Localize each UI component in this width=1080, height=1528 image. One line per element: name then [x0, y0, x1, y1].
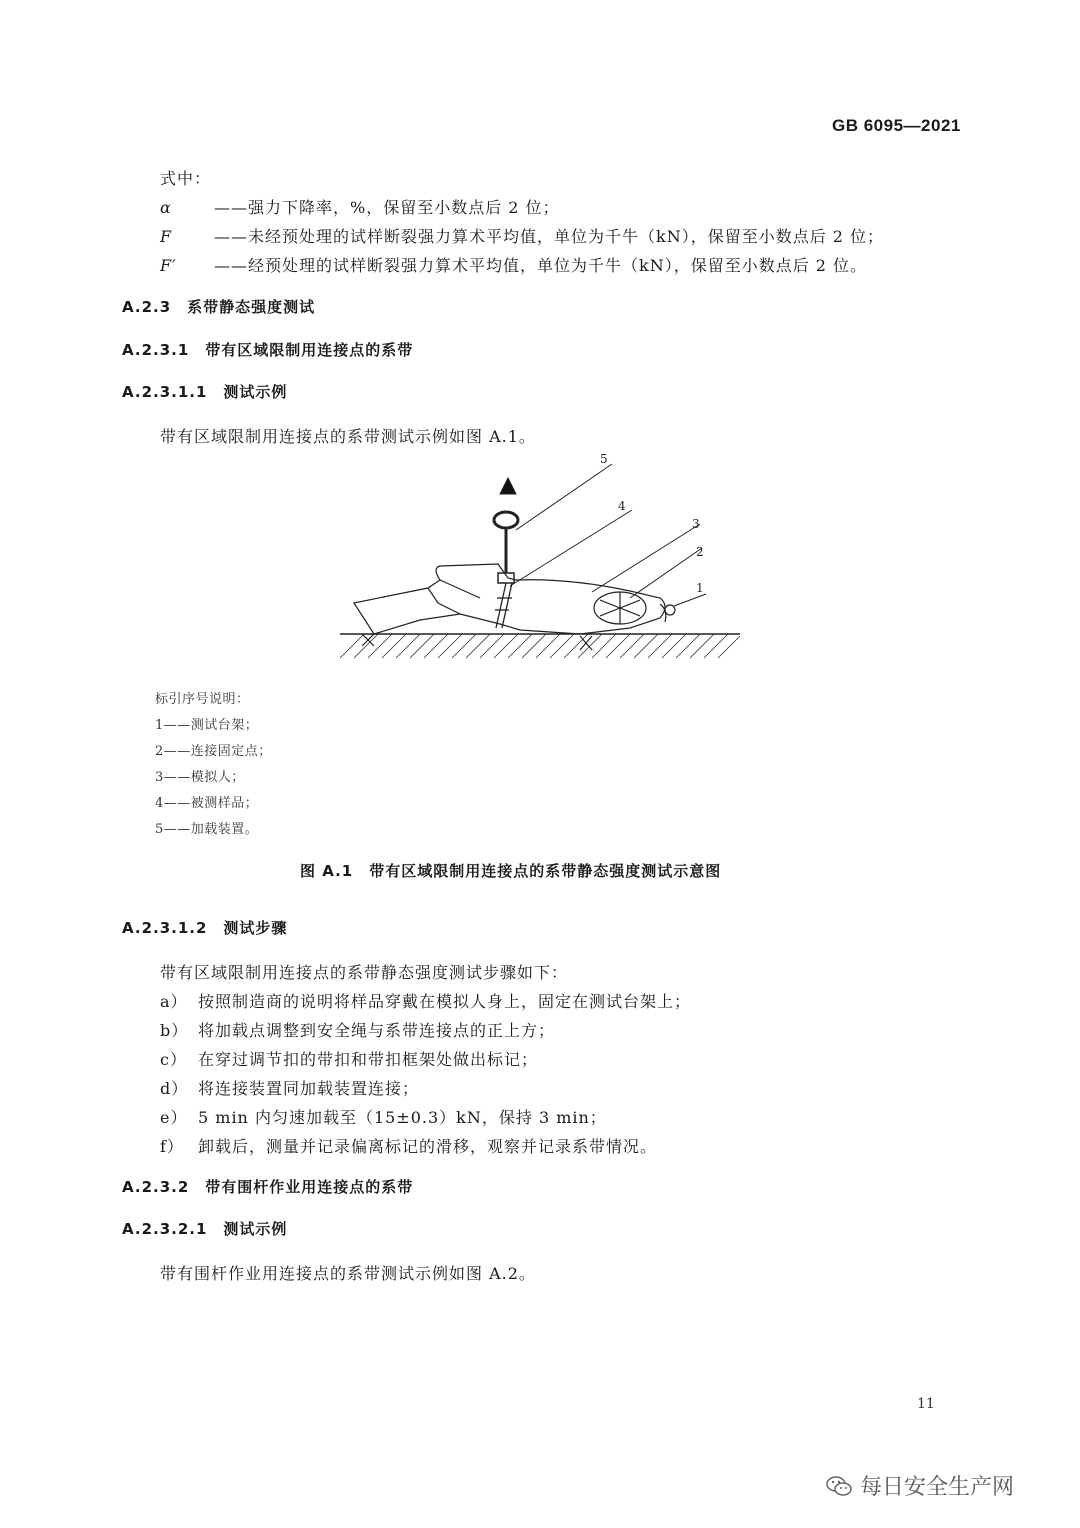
legend-item: 3——模拟人；	[155, 770, 245, 785]
step-item	[160, 1018, 555, 1041]
standard-code: GB 6095—2021	[832, 116, 961, 135]
callout-1: 1	[696, 581, 704, 595]
note-text: ——经预处理的试样断裂强力算术平均值，单位为千牛（kN），保留至小数点后 2 位。	[214, 256, 868, 275]
legend-item: 1——测试台架；	[155, 718, 259, 733]
step-text: 卸载后，测量并记录偏离标记的滑移，观察并记录系带情况。	[198, 1137, 658, 1156]
paragraph-a22312: 带有区域限制用连接点的系带静态强度测试步骤如下：	[160, 963, 569, 982]
step-letter: a）	[160, 992, 188, 1011]
formula-note-f	[160, 224, 884, 247]
callout-4: 4	[618, 499, 626, 513]
step-letter: b）	[160, 1021, 189, 1040]
heading-a2232: A.2.3.2 带有围杆作业用连接点的系带	[122, 1178, 414, 1196]
wechat-icon	[826, 1475, 852, 1497]
step-item	[160, 1047, 538, 1070]
test-stand-ground	[340, 634, 740, 658]
heading-a22311: A.2.3.1.1 测试示例	[122, 383, 288, 401]
page-number: 11	[917, 1396, 935, 1412]
symbol: α	[160, 198, 172, 217]
callout-2: 2	[696, 545, 704, 559]
step-letter: c）	[160, 1050, 187, 1069]
watermark	[826, 1470, 1014, 1501]
legend-item: 5——加载装置。	[155, 822, 259, 837]
step-text: 在穿过调节扣的带扣和带扣框架处做出标记；	[198, 1050, 539, 1069]
step-letter: d）	[160, 1079, 189, 1098]
formula-note-alpha	[160, 195, 560, 218]
legend-item: 4——被测样品；	[155, 796, 259, 811]
step-item	[160, 1076, 419, 1099]
heading-a22312: A.2.3.1.2 测试步骤	[122, 919, 288, 937]
step-text: 将加载点调整到安全绳与系带连接点的正上方；	[198, 1021, 556, 1040]
step-text: 将连接装置同加载装置连接；	[198, 1079, 420, 1098]
test-sample-strap	[495, 583, 512, 628]
watermark-text: 每日安全生产网	[860, 1475, 1015, 1500]
step-text: 5 min 内匀速加载至（15±0.3）kN，保持 3 min；	[198, 1108, 607, 1127]
note-text: ——强力下降率，%，保留至小数点后 2 位；	[214, 198, 560, 217]
figure-a1-diagram	[330, 448, 750, 670]
formula-note-f-prime	[160, 253, 867, 276]
heading-a2231: A.2.3.1 带有区域限制用连接点的系带	[122, 341, 414, 359]
legend-item: 2——连接固定点；	[155, 744, 272, 759]
heading-a22321: A.2.3.2.1 测试示例	[122, 1220, 288, 1238]
formula-intro: 式中：	[160, 169, 212, 188]
callout-3: 3	[692, 517, 700, 531]
paragraph-a22321: 带有围杆作业用连接点的系带测试示例如图 A.2。	[160, 1264, 536, 1283]
paragraph-a22311: 带有区域限制用连接点的系带测试示例如图 A.1。	[160, 427, 536, 446]
note-text: ——未经预处理的试样断裂强力算术平均值，单位为千牛（kN），保留至小数点后 2 位；	[214, 227, 885, 246]
step-letter: e）	[160, 1108, 188, 1127]
callout-5: 5	[600, 452, 608, 466]
step-item	[160, 989, 691, 1012]
callout-labels	[600, 452, 704, 595]
step-item	[160, 1134, 657, 1157]
step-letter: f）	[160, 1137, 184, 1156]
symbol: F′	[160, 256, 177, 275]
legend-title: 标引序号说明：	[155, 692, 250, 707]
heading-a223: A.2.3 系带静态强度测试	[122, 298, 316, 316]
symbol: F	[160, 227, 173, 246]
figure-caption: 图 A.1 带有区域限制用连接点的系带静态强度测试示意图	[300, 862, 722, 880]
loading-device	[494, 478, 518, 583]
leader-lines	[510, 464, 706, 606]
step-item	[160, 1105, 607, 1128]
step-text: 按照制造商的说明将样品穿戴在模拟人身上，固定在测试台架上；	[198, 992, 692, 1011]
